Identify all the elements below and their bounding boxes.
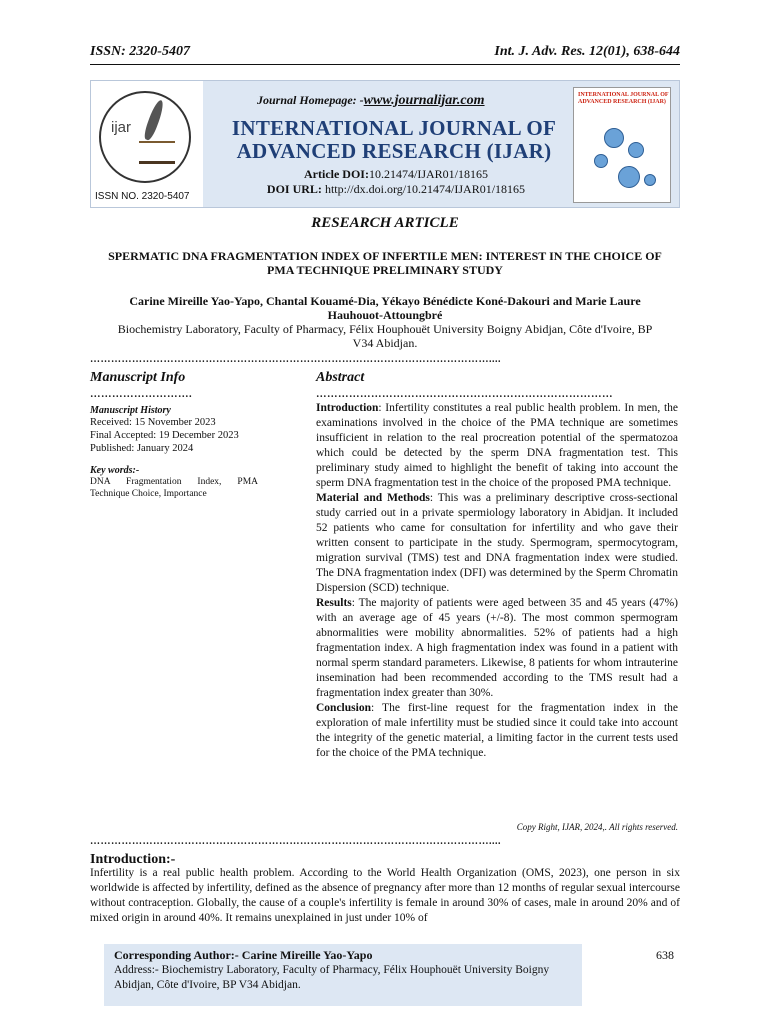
journal-logo [91,81,203,207]
molecule-icon [628,142,644,158]
cover-title: INTERNATIONAL JOURNAL OF ADVANCED RESEARCH (IJAR) [578,92,669,105]
book-icon [139,141,175,164]
affiliation: Biochemistry Laboratory, Faculty of Pharmacy, Félix Houphouët University Boigny Abidjan, Côte d'Ivoire, BP V34 Abidjan. [117,322,653,350]
dotted-separator: …………………………………………………………………………………………………….... [90,836,501,847]
abstract-section [316,370,678,761]
logo-text: ijar [111,119,132,136]
introduction-heading: Introduction:- [90,852,176,867]
header-rule [90,64,680,65]
journal-banner [90,80,680,208]
abstract-heading: Abstract [316,370,365,385]
molecule-icon [618,166,640,188]
introduction-text: Infertility is a real public health problem. According to the World Health Organization (OMS, 2023), one person in six worldwide is affected by infertility, defined as the absence of pregnancy after more than 12 months of regular sexual intercourse without contraception. Globally, the cause of a couple's infertility is female in around 30% of cases, male in around 20% and of mixed origin in around 40%. It remains unexplained in just under 10% of [90,867,680,924]
article-type: RESEARCH ARTICLE [311,215,459,231]
keywords-heading: Key words:- [90,465,140,476]
logo-issn: ISSN NO. 2320-5407 [95,191,190,202]
page-number: 638 [656,948,674,962]
issn-header: ISSN: 2320-5407 [90,44,190,59]
journal-homepage: Journal Homepage: -www.journalijar.com [257,93,485,108]
dotted-separator: …………………………………………………………………………………………………….... [90,354,501,365]
manuscript-history-heading: Manuscript History [90,405,171,416]
dotted-separator: ……………………………………………………………………… [316,389,613,400]
journal-title: INTERNATIONAL JOURNAL OF ADVANCED RESEARCH (IJAR) [231,116,557,163]
corresponding-author-box [104,944,582,1006]
received-date: Received: 15 November 2023 [90,417,216,428]
published-date: Published: January 2024 [90,443,194,454]
authors: Carine Mireille Yao-Yapo, Chantal Kouamé-Dia, Yékayo Bénédicte Koné-Dakouri and Marie Laure Hauhouot-Attoungbré [129,294,641,322]
molecule-icon [594,154,608,168]
corresponding-author: Corresponding Author:- Carine Mireille Yao-Yapo [114,948,373,962]
manuscript-info-heading: Manuscript Info [90,370,186,385]
abstract-introduction: Introduction: Infertility constitutes a real public health problem. In men, the examinations involved in the choice of the PMA technique are sometimes insufficient in relation to the real procreation potential of the spermatozoa which could be detected by the sperm DNA fragmentation test. This preliminary study aimed to highlight the benefit of taking into account the sperm DNA fragmentation test in the choice of the proposed PMA technique. [316,402,678,489]
homepage-link[interactable]: www.journalijar.com [363,93,485,108]
corresponding-address: Address:- Biochemistry Laboratory, Faculty of Pharmacy, Félix Houphouët University Boigny Abidjan, Côte d'Ivoire, BP V34 Abidjan. [114,964,550,991]
abstract-conclusion: Conclusion: The first-line request for the fragmentation index in the exploration of male infertility must be studied since it could take into account the integrity of the genetic material, a limiting factor in the current tests used for the choice of the PMA technique. [316,702,678,759]
article-doi: 10.21474/IJAR01/18165 [368,167,488,181]
citation-header: Int. J. Adv. Res. 12(01), 638-644 [494,44,680,59]
keywords: DNA Fragmentation Index, PMA Technique Choice, Importance [90,477,258,499]
doi-url-link[interactable]: http://dx.doi.org/10.21474/IJAR01/18165 [324,182,526,196]
molecule-icon [644,174,656,186]
molecule-icon [604,128,624,148]
journal-cover-image [573,87,671,203]
article-title: SPERMATIC DNA FRAGMENTATION INDEX OF INFERTILE MEN: INTEREST IN THE CHOICE OF PMA TECHNIQUE PRELIMINARY STUDY [108,249,662,277]
copyright: Copy Right, IJAR, 2024,. All rights reserved. [516,822,678,832]
accepted-date: Final Accepted: 19 December 2023 [90,430,239,441]
abstract-results: Results: The majority of patients were aged between 35 and 45 years (47%) with an average age of 45 years (+/-8). The most common spermogram abnormalities were mobility abnormalities. 52% of patients had a high fragmentation index. A high fragmentation index was found in a patient with normal sperm standard parameters. Likewise, 8 patients for whom intrauterine insemination had been recommended according to the TMS result had a fragmentation index greater than 30%. [316,597,678,699]
dotted-separator: ………………………. [90,389,193,400]
abstract-methods: Material and Methods: This was a preliminary descriptive cross-sectional study carried out in a private spermiology laboratory in Abidjan. It included 52 patients who came for consultation for infertility and who gave their written consent to participate in the study. Spermogram, spermocytogram, migration survival (TMS) test and DNA fragmentation index were studied. The DNA fragmentation index (DFI) was determined by the Sperm Chromatin Dispersion (SCD) technique. [316,492,678,594]
manuscript-info [90,370,265,500]
doi-block: Article DOI:10.21474/IJAR01/18165 DOI URL: http://dx.doi.org/10.21474/IJAR01/18165 [266,167,526,196]
